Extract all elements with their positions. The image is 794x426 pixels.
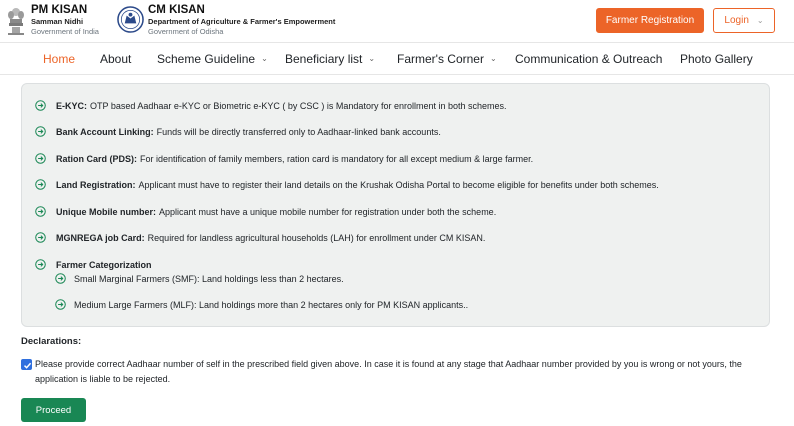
requirement-title: Bank Account Linking: xyxy=(56,126,154,137)
requirement-item xyxy=(35,232,485,243)
checkmark-icon xyxy=(23,361,32,370)
requirement-item xyxy=(35,153,533,164)
requirement-item xyxy=(35,259,155,270)
nav-farmers-corner[interactable] xyxy=(397,43,497,74)
cm-kisan-logo[interactable] xyxy=(117,4,335,36)
category-text: Small Marginal Farmers (SMF): Land holdings less than 2 hectares. xyxy=(74,273,344,284)
arrow-circle-right-icon xyxy=(35,179,46,190)
requirement-title: MGNREGA job Card: xyxy=(56,232,145,243)
nav-scheme-guideline[interactable] xyxy=(157,43,268,74)
proceed-button[interactable]: Proceed xyxy=(21,398,86,422)
requirement-item xyxy=(35,179,659,190)
nav-farmers-corner-label: Farmer's Corner xyxy=(397,51,484,66)
nav-communication-outreach[interactable] xyxy=(515,43,662,74)
nav-beneficiary-list[interactable] xyxy=(285,43,375,74)
category-text: Medium Large Farmers (MLF): Land holdings more than 2 hectares only for PM KISAN applicants.. xyxy=(74,299,469,310)
requirement-item xyxy=(35,206,496,217)
nav-about-label: About xyxy=(100,51,132,66)
requirement-text: Applicant must have a unique mobile number for registration under both the scheme. xyxy=(159,206,497,217)
main-navbar xyxy=(0,42,794,75)
pm-kisan-subtitle: Samman Nidhi xyxy=(31,17,84,26)
eligibility-requirements-panel xyxy=(21,83,770,327)
cm-kisan-title: CM KISAN xyxy=(148,4,205,16)
chevron-down-icon: ⌄ xyxy=(261,54,268,63)
declaration-checkbox[interactable] xyxy=(21,359,32,370)
declaration-text: Please provide correct Aadhaar number of self in the prescribed field given above. In case it is found at any stage that Aadhaar number provided by you is wrong or not yours, the application is liable to be rejected. xyxy=(35,359,742,384)
nav-photo-gallery[interactable] xyxy=(680,43,753,74)
farmer-registration-button[interactable]: Farmer Registration xyxy=(596,8,704,33)
site-header xyxy=(0,0,794,42)
arrow-circle-right-icon xyxy=(35,206,46,217)
category-item xyxy=(55,299,468,310)
arrow-circle-right-icon xyxy=(55,299,66,310)
requirement-item xyxy=(35,100,507,111)
nav-home[interactable] xyxy=(43,43,75,74)
requirement-text: Required for landless agricultural households (LAH) for enrollment under CM KISAN. xyxy=(147,232,486,243)
nav-photo-gallery-label: Photo Gallery xyxy=(680,51,753,66)
arrow-circle-right-icon xyxy=(35,259,46,270)
cm-kisan-govt: Government of Odisha xyxy=(148,27,224,36)
arrow-circle-right-icon xyxy=(35,100,46,111)
requirement-text: For identification of family members, ration card is mandatory for all except medium & large farmer. xyxy=(140,153,534,164)
requirement-text: Applicant must have to register their land details on the Krushak Odisha Portal to become eligible for benefits under both schemes. xyxy=(138,179,659,190)
pm-kisan-govt: Government of India xyxy=(31,27,99,36)
cm-kisan-department: Department of Agriculture & Farmer's Empowerment xyxy=(148,17,336,26)
chevron-down-icon: ⌄ xyxy=(756,16,764,25)
requirement-title: E-KYC: xyxy=(56,100,87,111)
pm-kisan-logo[interactable] xyxy=(6,4,99,36)
nav-home-label: Home xyxy=(43,51,76,66)
login-label: Login xyxy=(724,15,749,26)
nav-communication-outreach-label: Communication & Outreach xyxy=(515,51,663,66)
arrow-circle-right-icon xyxy=(35,232,46,243)
nav-scheme-guideline-label: Scheme Guideline xyxy=(157,51,256,66)
national-emblem-icon xyxy=(6,6,26,36)
declarations-heading: Declarations: xyxy=(21,336,82,347)
requirement-text: OTP based Aadhaar e-KYC or Biometric e-KYC ( by CSC ) is Mandatory for enrollment in both schemes. xyxy=(90,100,507,111)
arrow-circle-right-icon xyxy=(35,153,46,164)
requirement-title: Ration Card (PDS): xyxy=(56,153,137,164)
odisha-seal-icon xyxy=(117,6,144,33)
arrow-circle-right-icon xyxy=(55,273,66,284)
login-dropdown-button[interactable] xyxy=(713,8,775,33)
nav-beneficiary-list-label: Beneficiary list xyxy=(285,51,363,66)
requirement-text: Funds will be directly transferred only to Aadhaar-linked bank accounts. xyxy=(156,126,441,137)
chevron-down-icon: ⌄ xyxy=(489,54,497,63)
pm-kisan-title: PM KISAN xyxy=(31,4,88,16)
requirement-item xyxy=(35,126,441,137)
category-item xyxy=(55,273,344,284)
arrow-circle-right-icon xyxy=(35,126,46,137)
nav-about[interactable] xyxy=(100,43,131,74)
chevron-down-icon: ⌄ xyxy=(368,54,376,63)
requirement-title: Land Registration: xyxy=(56,179,136,190)
requirement-title: Farmer Categorization xyxy=(56,259,152,270)
requirement-title: Unique Mobile number: xyxy=(56,206,156,217)
